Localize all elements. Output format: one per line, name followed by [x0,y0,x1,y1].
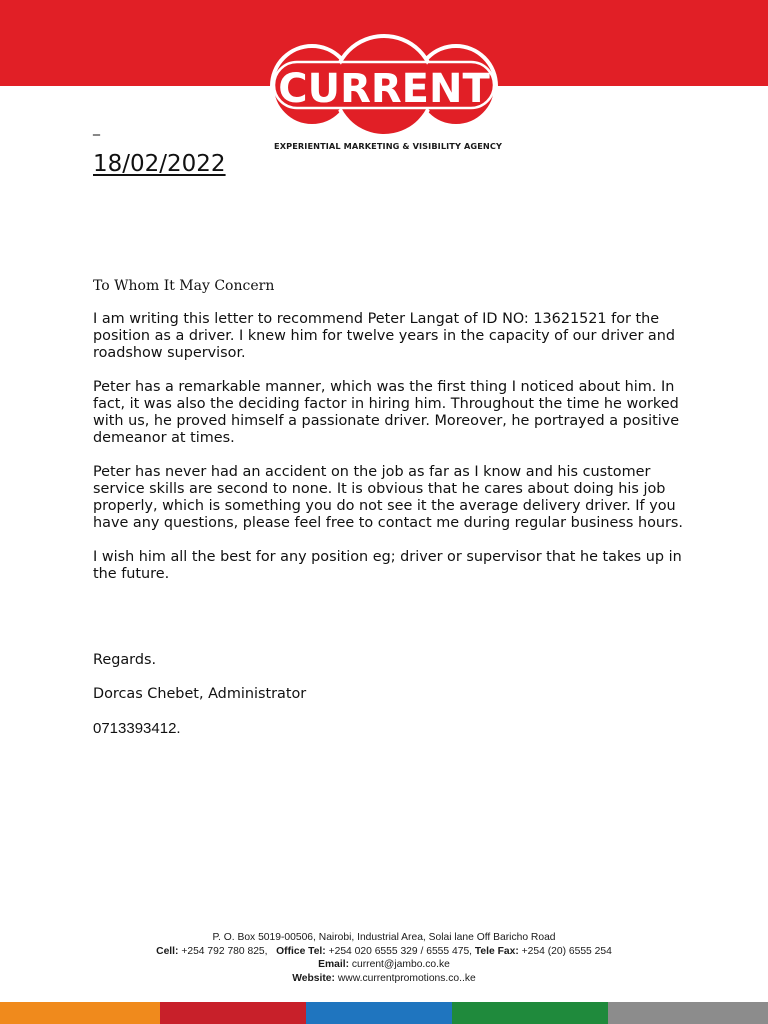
footer-email [0,958,768,972]
date-dash: _ [93,120,100,136]
office-label: Office Tel: [276,945,326,957]
email-label: Email: [318,959,349,970]
office-value: +254 020 6555 329 / 6555 475, [328,945,473,957]
fax-value: +254 (20) 6555 254 [521,945,612,957]
current-logo [268,32,500,140]
paragraph: Peter has a remarkable manner, which was the first thing I noticed about him. In fact, it was also the deciding factor in hiring him. Throughout the time he worked with us, he proved himself a passionate driver. Moreover, he portrayed a positive demeanor at times. [93,379,680,446]
paragraph: Peter has never had an accident on the job as far as I know and his customer service skills are second to none. It is obvious that he cares about doing his job properly, which is something you do not see it the average delivery driver. If you have any questions, please feel free to contact me during regular business hours. [93,464,683,531]
website-label: Website: [292,972,335,984]
logo-wordmark: CURRENT [278,66,490,112]
color-bar-segment [0,1002,160,1024]
email-value: current@jambo.co.ke [351,959,450,970]
color-bar-segment [160,1002,306,1024]
footer-phones [0,945,768,959]
closing-regards: Regards. [93,652,157,668]
paragraph: I wish him all the best for any position eg; driver or supervisor that he takes up in the future. [93,549,682,582]
letter-body [93,311,683,600]
footer-contacts [0,931,768,985]
fax-label: Tele Fax: [474,945,519,957]
footer-website [0,972,768,986]
letter-closing [93,652,593,754]
tagline: EXPERIENTIAL MARKETING & VISIBILITY AGENCY [274,141,502,151]
color-bar-segment [452,1002,608,1024]
cell-label: Cell: [156,945,179,957]
footer-address: P. O. Box 5019-00506, Nairobi, Industrial Area, Solai lane Off Baricho Road [212,932,556,943]
color-bar-segment [306,1002,452,1024]
paragraph: I am writing this letter to recommend Peter Langat of ID NO: 13621521 for the position as a driver. I knew him for twelve years in the capacity of our driver and roadshow supervisor. [93,311,676,361]
color-bar-segment [608,1002,768,1024]
salutation: To Whom It May Concern [93,278,275,294]
cell-value: +254 792 780 825, [181,945,268,957]
letter-date: 18/02/2022 [93,151,226,177]
signatory: Dorcas Chebet, Administrator [93,686,307,702]
footer-color-bar [0,1002,768,1024]
website-value: www.currentpromotions.co..ke [337,972,476,984]
phone-number: 0713393412. [93,720,181,737]
